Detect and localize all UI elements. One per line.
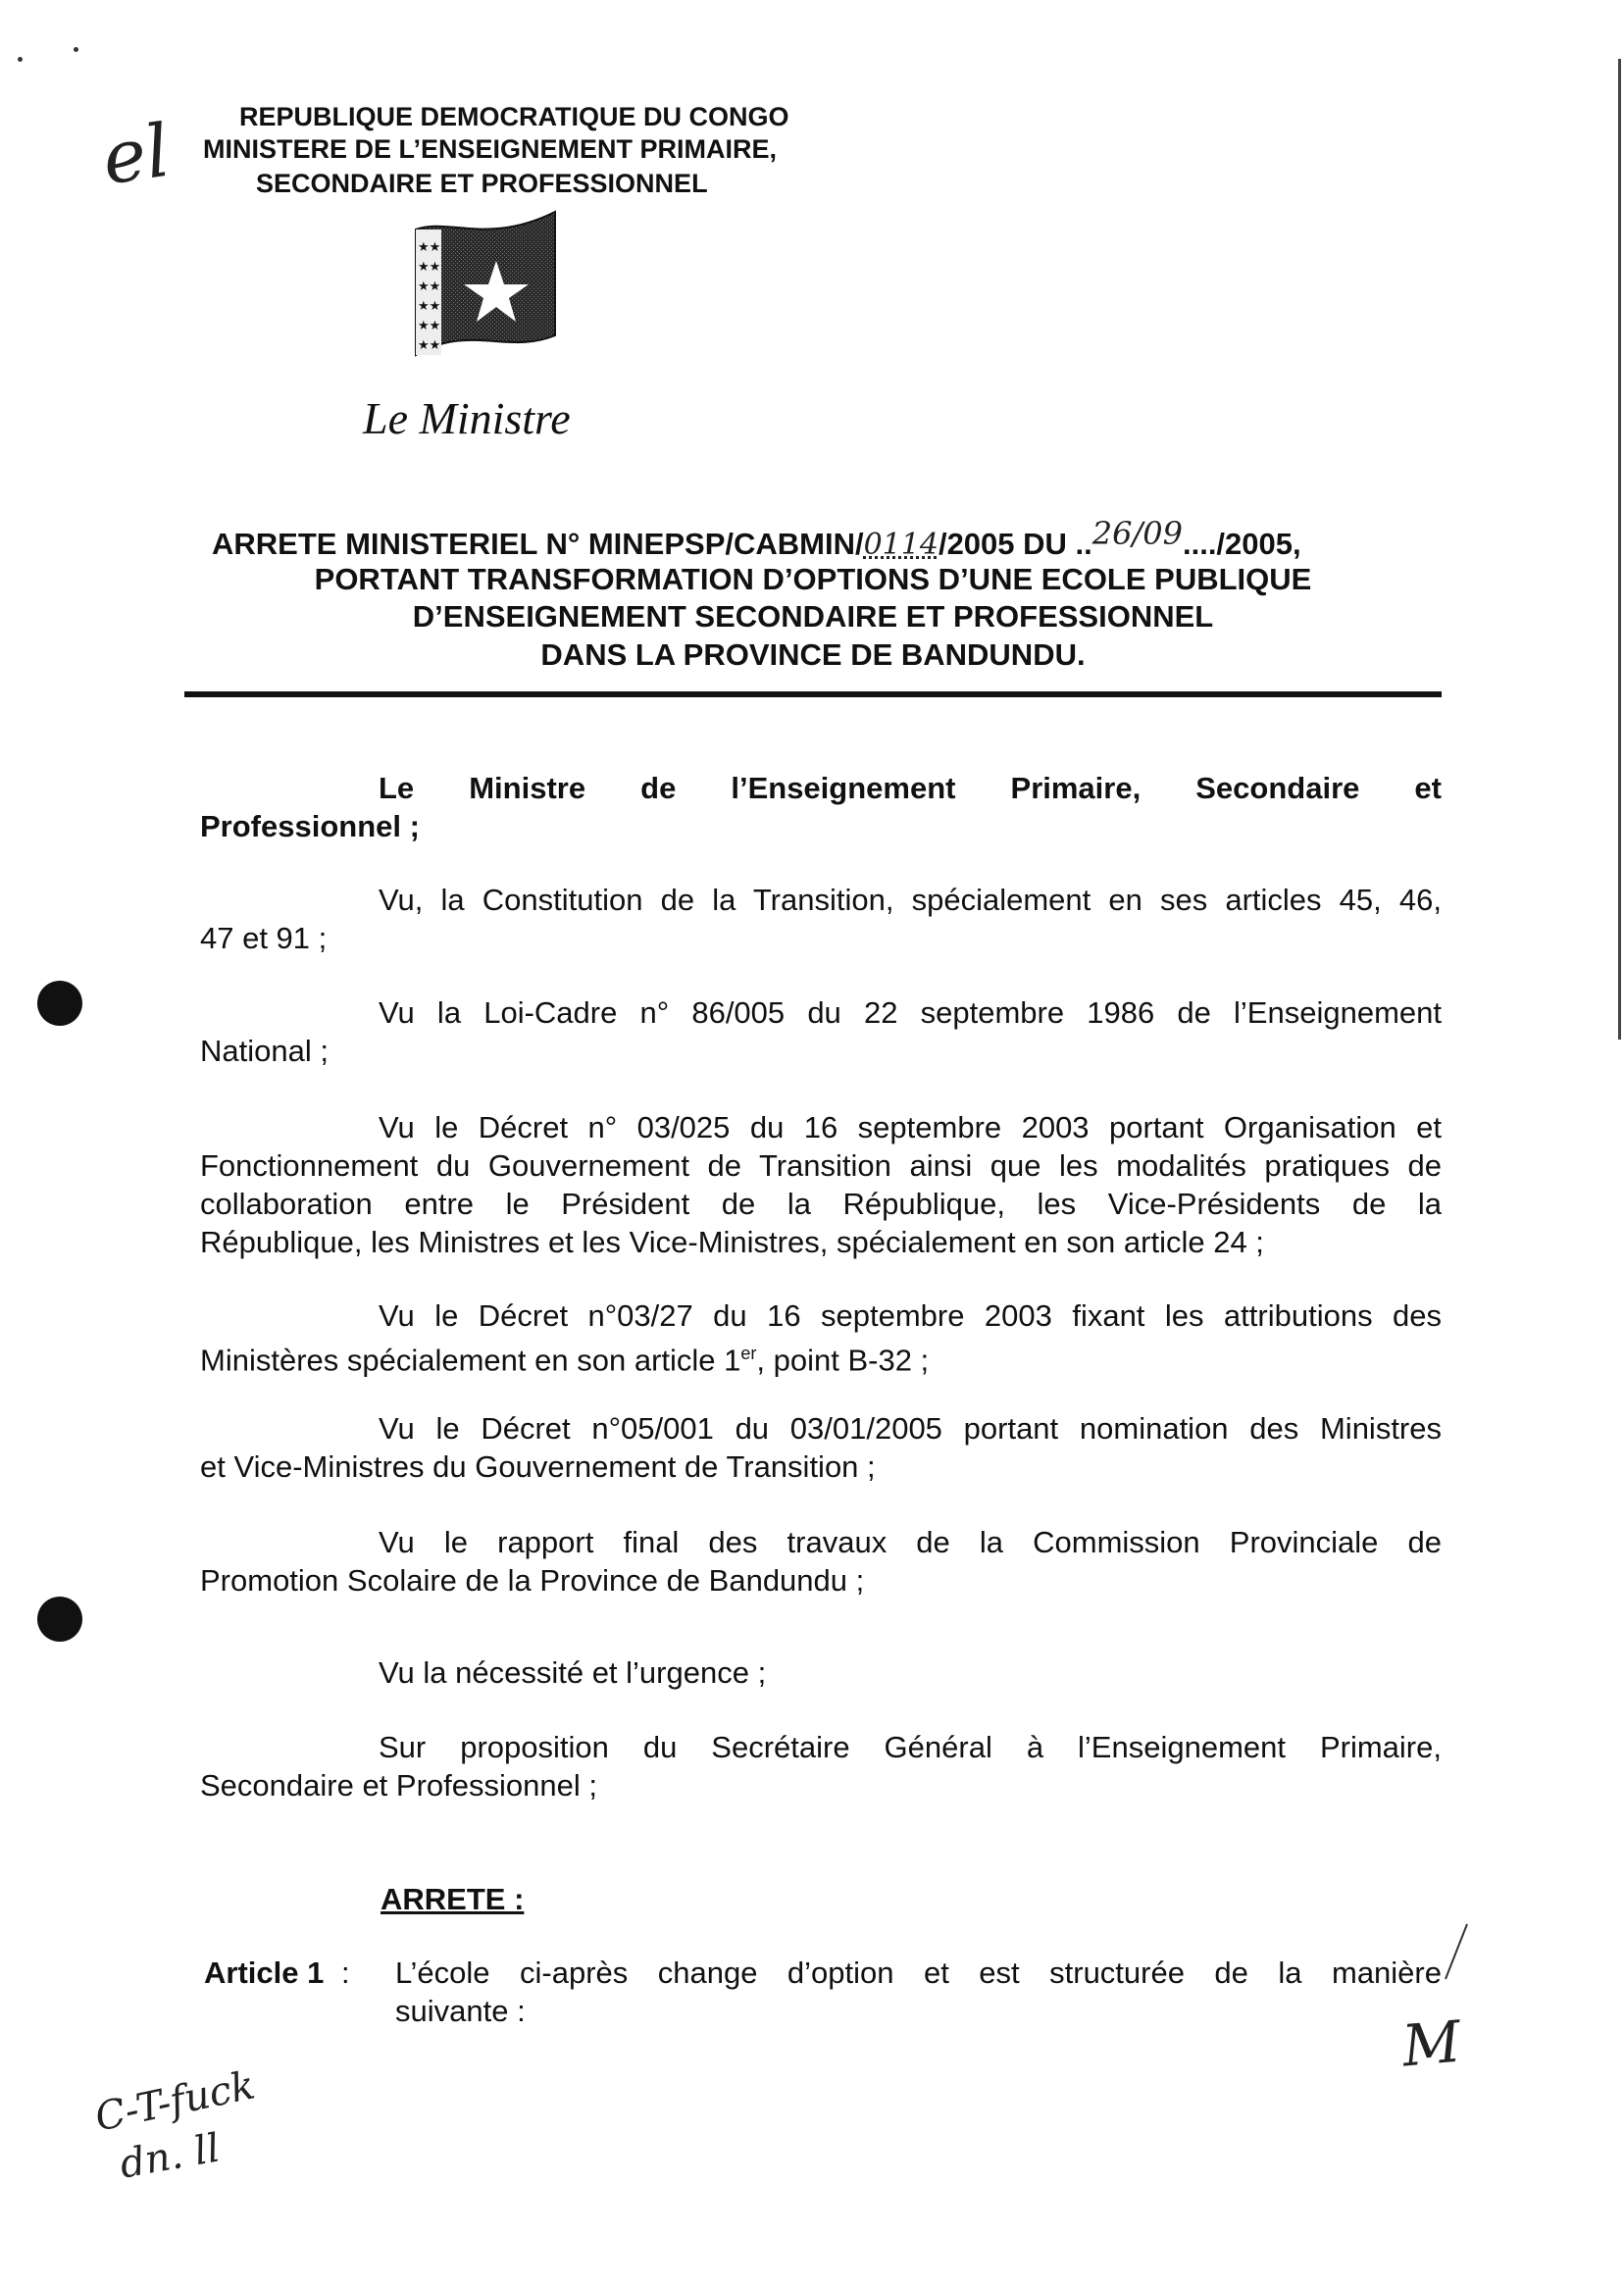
para-decret-attributions: Vu le Décret n°03/27 du 16 septembre 2003 fixant les attributions des [379,1298,1442,1333]
decree-number-mid: /2005 DU .. [938,527,1092,561]
svg-text:★★: ★★ [418,338,441,353]
decree-title-line2: PORTANT TRANSFORMATION D’OPTIONS D’UNE ECOLE PUBLIQUE [314,562,1312,596]
header-ministry: MINISTERE DE L’ENSEIGNEMENT PRIMAIRE, [203,134,778,164]
handwritten-note-line1: C-T-fuck [91,2062,259,2141]
svg-text:★★: ★★ [418,279,441,294]
para-rapport: Vu le rapport final des travaux de la Commission Provinciale de [379,1525,1442,1559]
handwritten-initials-right: M [1399,2007,1464,2080]
article-1-text: L’école ci-après change d’option et est structurée de la manière suivante : [395,1956,1442,2028]
para-constitution-end: 47 et 91 ; [200,921,328,955]
para-necessite: Vu la nécessité et l’urgence ; [379,1655,767,1690]
svg-text:★★: ★★ [418,260,441,275]
para-constitution: Vu, la Constitution de la Transition, spécialement en ses articles 45, 46, [379,883,1442,917]
scan-dot [18,57,23,62]
para-decret-nomination-end: et Vice-Ministres du Gouvernement de Transition ; [200,1449,876,1484]
para-rapport-end: Promotion Scolaire de la Province de Bandundu ; [200,1563,865,1598]
title-rule [184,691,1442,697]
handwritten-slash-mark [1442,1922,1471,1981]
punch-hole [37,1597,82,1642]
handwritten-decree-number: 0114 [863,528,939,562]
para-decret-attributions-end: Ministères spécialement en son article 1er, point B-32 ; [200,1343,930,1378]
minister-title: Le Ministre [363,393,571,443]
article-1-colon: : [341,1956,350,1990]
decree-number-suffix: ..../2005, [1182,527,1301,561]
intro-line1: Le Ministre de l’Enseignement Primaire, Secondaire et [379,771,1442,805]
para-decret-nomination: Vu le Décret n°05/001 du 03/01/2005 portant nomination des Ministres [379,1411,1442,1446]
handwritten-decree-date: 26/09 [1091,515,1183,552]
para-loi-cadre-end: National ; [200,1034,329,1068]
national-flag-emblem [410,208,557,370]
decree-number-prefix: ARRETE MINISTERIEL N° MINEPSP/CABMIN/ [212,527,864,561]
punch-hole [37,981,82,1026]
header-republic: REPUBLIQUE DEMOCRATIQUE DU CONGO [239,102,789,131]
decree-title-line4: DANS LA PROVINCE DE BANDUNDU. [540,637,1086,672]
svg-text:★★: ★★ [418,299,441,314]
scan-dot [74,47,78,52]
para-proposition: Sur proposition du Secrétaire Général à l’Enseignement Primaire, [379,1730,1442,1764]
para-loi-cadre: Vu la Loi-Cadre n° 86/005 du 22 septembre 1986 de l’Enseignement [379,995,1442,1030]
article-1-label: Article 1 [204,1956,325,1990]
arrete-heading: ARRETE : [381,1882,525,1916]
handwritten-note-line2: dn. ll [116,2125,224,2188]
decree-title-line3: D’ENSEIGNEMENT SECONDAIRE ET PROFESSIONNEL [412,599,1214,634]
svg-text:★★: ★★ [418,319,441,333]
para-decret-organisation-cont: Fonctionnement du Gouvernement de Transition ainsi que les modalités pratiques de collaboration entre le Président de la République, les Vice-Présidents de la République, les Ministres et les Vice-Ministres, spécialement en son article 24 ; [200,1148,1442,1259]
page-edge-line [1618,59,1621,1040]
svg-text:★★: ★★ [418,240,441,255]
header-ministry-cont: SECONDAIRE ET PROFESSIONNEL [256,169,708,198]
handwritten-initials-top: el [97,108,176,202]
decree-title-line1 [212,515,1301,562]
para-decret-organisation: Vu le Décret n° 03/025 du 16 septembre 2003 portant Organisation et [379,1110,1442,1144]
intro-line2: Professionnel ; [200,809,420,843]
para-proposition-end: Secondaire et Professionnel ; [200,1768,597,1803]
